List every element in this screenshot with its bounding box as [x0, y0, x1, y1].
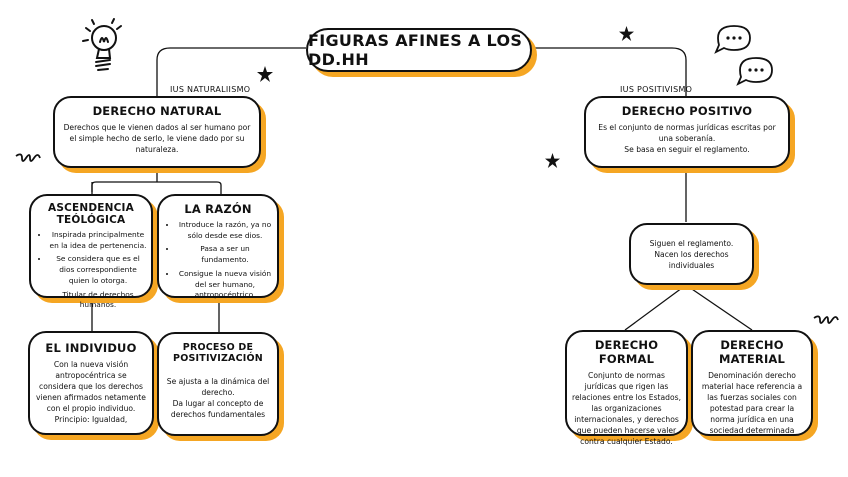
ascendencia-list	[35, 230, 147, 311]
squiggle-icon	[14, 148, 44, 170]
ascendencia-teologica-box	[29, 194, 153, 310]
derecho-material-box	[691, 330, 813, 436]
la-razon-box	[157, 194, 279, 298]
el-individuo-box	[28, 331, 154, 435]
list-item: • Consigue la nueva visión del ser humano, antropocéntrico.	[177, 269, 273, 301]
list-item: • Introduce la razón, ya no sólo desde ese dios.	[177, 220, 273, 241]
squiggle-icon	[812, 310, 842, 332]
speech-bubble-icon	[710, 20, 780, 88]
ius-positivismo-label: IUS POSITIVISMO	[620, 85, 693, 94]
list-item: • Pasa a ser un fundamento.	[177, 244, 273, 265]
list-item: • Inspirada principalmente en la idea de pertenencia.	[49, 230, 147, 251]
razon-list	[163, 220, 273, 301]
derecho-positivo-body-2: Se basa en seguir el reglamento.	[624, 145, 750, 154]
proceso-positivizacion-title: PROCESO DE POSITIVIZACIÓN	[173, 342, 263, 364]
siguen-reglamento-box	[629, 223, 754, 285]
derecho-material-body: Denominación derecho material hace referencia a las fuerzas sociales con potestad para crear la norma jurídica en una sociedad determinada	[701, 371, 803, 435]
derecho-material-title: DERECHO MATERIAL	[718, 338, 786, 366]
derecho-natural-box	[53, 96, 261, 168]
list-item: • Se considera que es el dios correspondiente quien lo otorga.	[49, 254, 147, 286]
siguen-reglamento-body: Siguen el reglamento. Nacen los derechos individuales	[649, 238, 734, 270]
positivizacion-body-2: Da lugar al concepto de derechos fundamentales	[170, 399, 266, 419]
el-individuo-body: Con la nueva visión antropocéntrica se considera que los derechos vienen afirmados netamente con el propio individuo. Principio: Igualdad,	[36, 360, 146, 424]
derecho-formal-title: DERECHO FORMAL	[594, 338, 659, 366]
star-icon	[257, 66, 273, 82]
ius-naturalismo-label: IUS NATURALIISMO	[170, 85, 251, 94]
derecho-natural-title: DERECHO NATURAL	[92, 104, 222, 118]
list-item: • Titular de derechos humanos.	[49, 290, 147, 311]
derecho-formal-body: Conjunto de normas jurídicas que rigen las relaciones entre los Estados, las organizaciones internacionales, y derechos que pueden hacerse valer contra cualquier Estado.	[571, 371, 682, 446]
el-individuo-title: EL INDIVIDUO	[45, 341, 137, 355]
star-icon	[619, 26, 634, 41]
positivizacion-body-1: Se ajusta a la dinámica del derecho.	[166, 377, 270, 397]
derecho-positivo-title: DERECHO POSITIVO	[621, 104, 753, 118]
main-title: FIGURAS AFINES A LOS DD.HH	[306, 28, 532, 72]
derecho-positivo-box	[584, 96, 790, 168]
derecho-natural-body: Derechos que le vienen dados al ser humano por el simple hecho de serlo, le viene dado por su naturaleza.	[63, 123, 251, 154]
star-icon	[545, 153, 560, 168]
la-razon-title: LA RAZÓN	[184, 202, 252, 216]
derecho-formal-box	[565, 330, 688, 446]
ascendencia-title: ASCENDENCIA TEÓLÓGICA	[48, 202, 134, 226]
proceso-positivizacion-box	[157, 332, 279, 436]
derecho-positivo-body-1: Es el conjunto de normas jurídicas escritas por una soberanía.	[598, 123, 776, 143]
lightbulb-icon	[80, 16, 126, 78]
